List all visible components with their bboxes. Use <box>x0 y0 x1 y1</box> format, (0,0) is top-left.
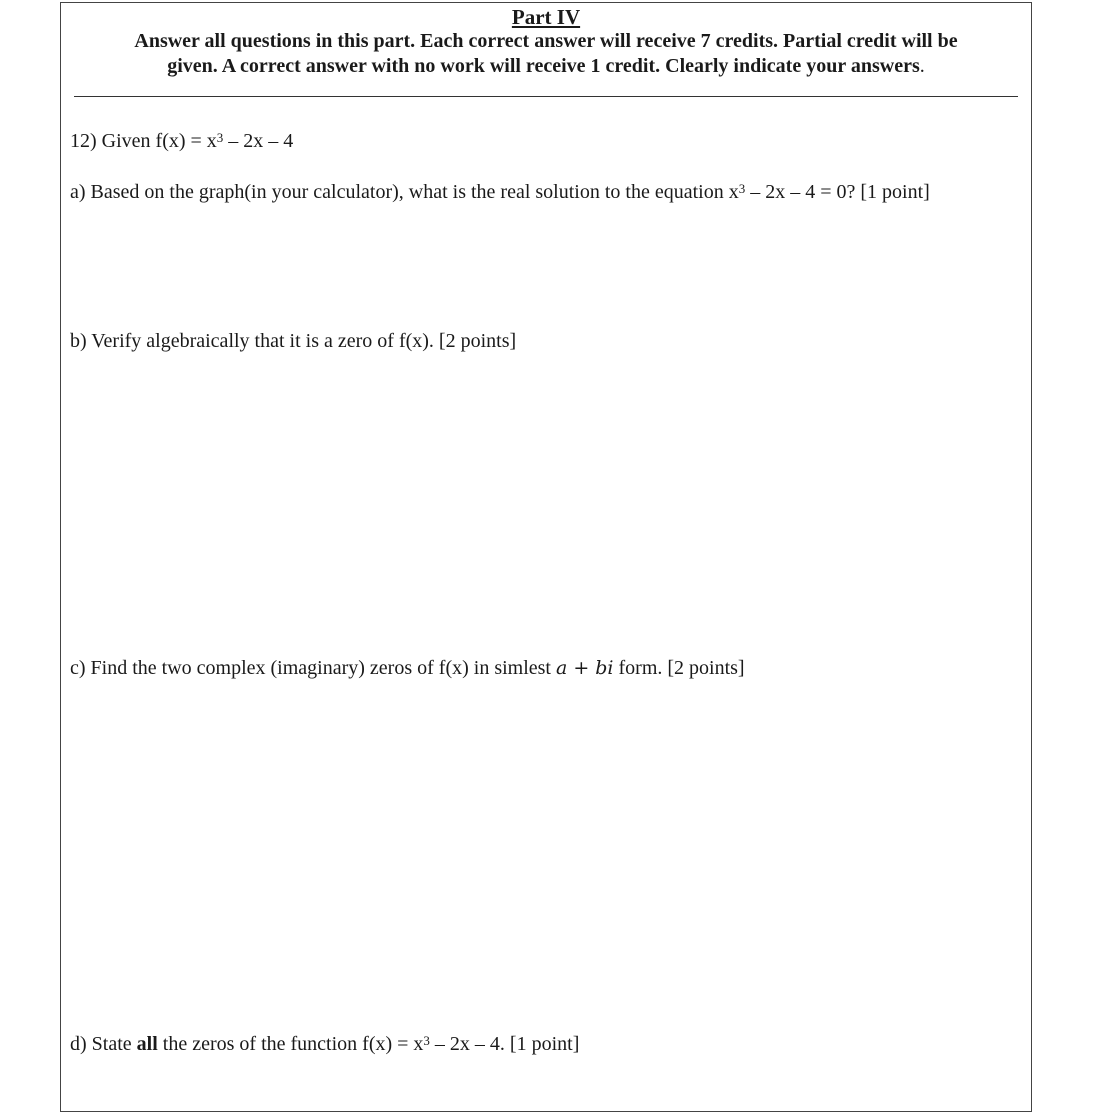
instructions-line-2: given. A correct answer with no work will receive 1 credit. Clearly indicate your answers <box>167 55 920 77</box>
part-c <box>70 656 745 680</box>
part-d-prefix: d) State <box>70 1033 137 1055</box>
question-intro <box>70 129 293 153</box>
divider-rule <box>74 96 1018 97</box>
part-title: Part IV <box>511 5 581 29</box>
part-b <box>70 329 516 353</box>
part-d-middle: the zeros of the function f(x) = x <box>157 1033 424 1055</box>
part-c-suffix: form. [2 points] <box>613 657 745 679</box>
header <box>60 5 1032 79</box>
part-a-suffix: – 2x – 4 = 0? [1 point] <box>745 181 930 203</box>
part-d-bold-all: all <box>136 1033 158 1055</box>
math-bi: bi <box>595 657 614 679</box>
part-d <box>70 1032 579 1056</box>
part-b-text: b) Verify algebraically that it is a zero of f(x). [2 points] <box>70 330 517 352</box>
part-c-prefix: c) Find the two complex (imaginary) zeros of f(x) in simlest <box>70 657 556 679</box>
page-frame <box>60 2 1032 1112</box>
part-a <box>70 180 930 204</box>
math-plus: + <box>573 657 590 679</box>
exponent: 3 <box>738 181 746 196</box>
intro-suffix: – 2x – 4 <box>223 130 294 152</box>
part-a-prefix: a) Based on the graph(in your calculator), what is the real solution to the equation x <box>70 181 739 203</box>
instructions-line-1: Answer all questions in this part. Each correct answer will receive 7 credits. Partial credit will be <box>134 30 958 52</box>
intro-prefix: 12) Given f(x) = x <box>70 130 217 152</box>
part-d-suffix: – 2x – 4. [1 point] <box>429 1033 580 1055</box>
instructions <box>81 29 1011 79</box>
exponent: 3 <box>423 1033 430 1048</box>
math-a: a <box>556 657 568 679</box>
instructions-end: . <box>919 55 925 77</box>
exponent: 3 <box>216 130 224 145</box>
